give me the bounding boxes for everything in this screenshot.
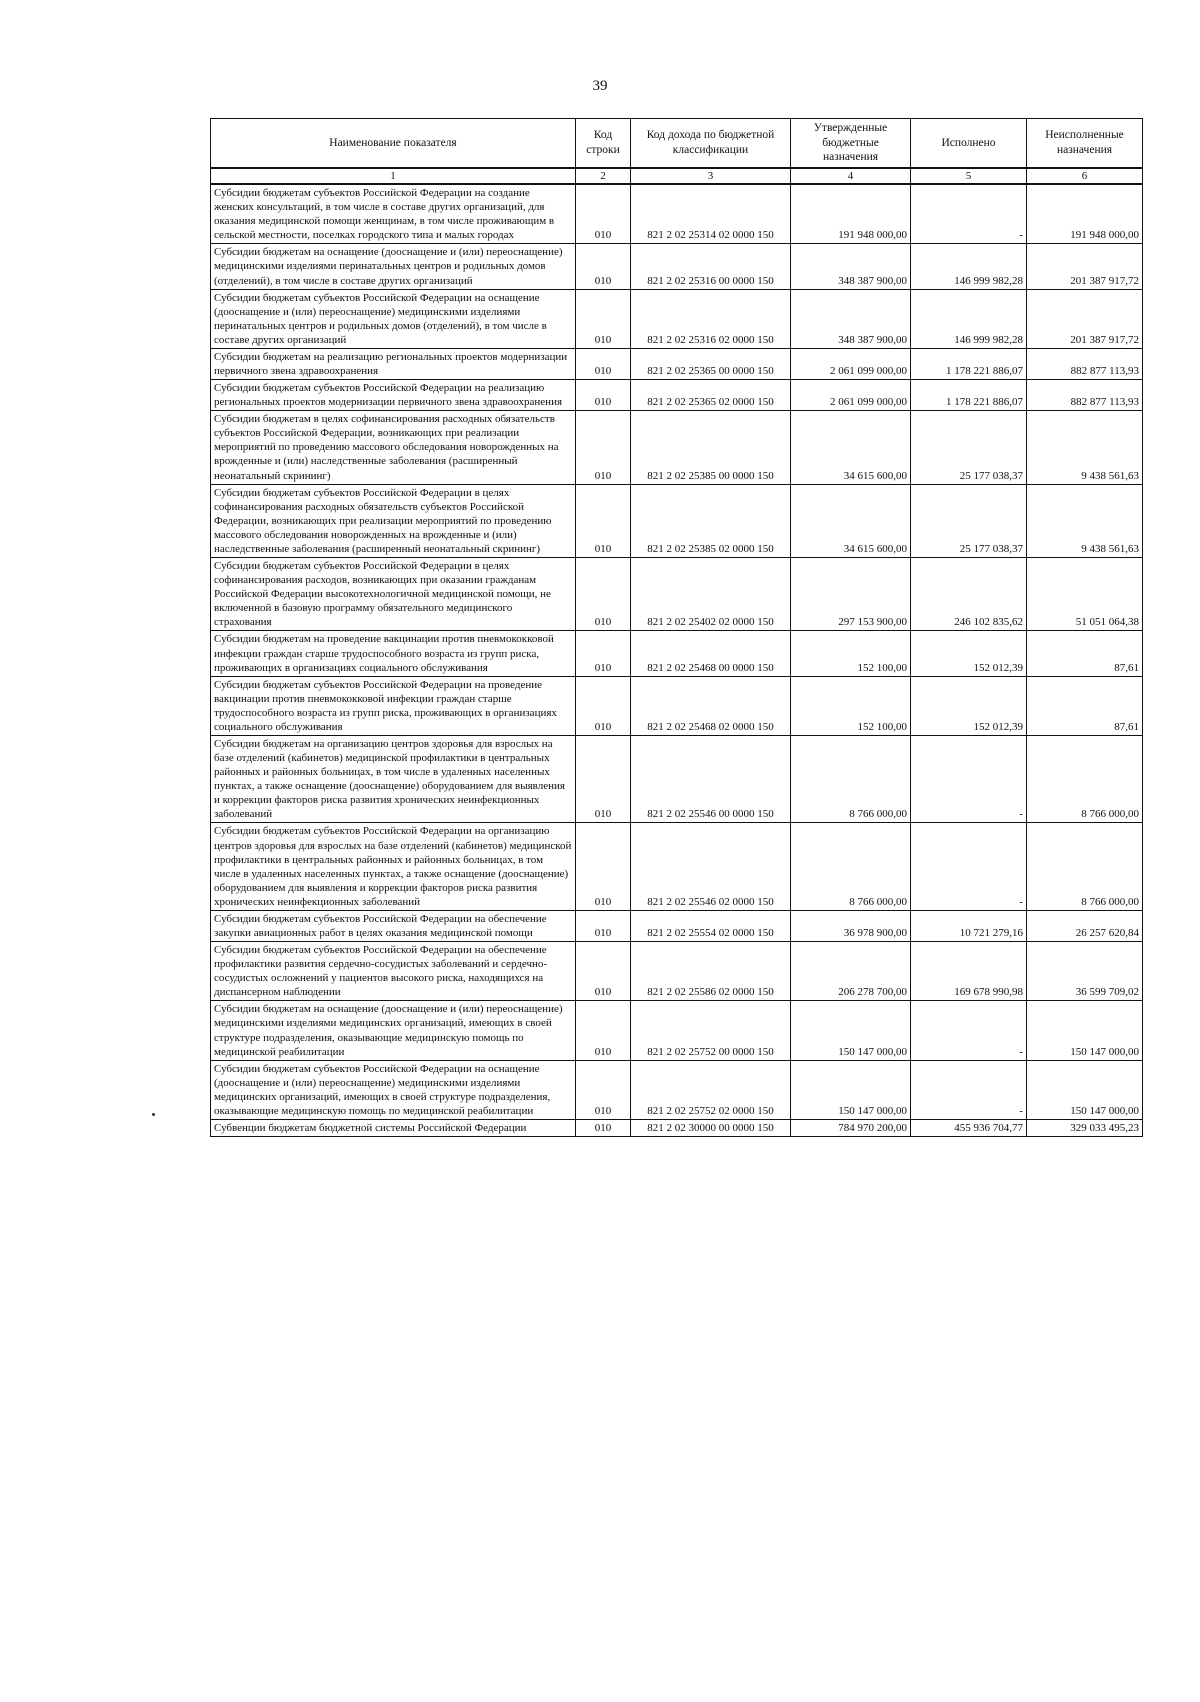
table-row xyxy=(211,289,1143,348)
row-approved: 297 153 900,00 xyxy=(791,558,911,631)
row-name: Субсидии бюджетам на оснащение (дооснащение и (или) переоснащение) медицинскими изделиями медицинских организаций, имеющих в своей структуре подразделения, оказывающие медицинскую помощь по медицинской реабилитации xyxy=(211,1001,576,1060)
row-unexecuted: 882 877 113,93 xyxy=(1027,348,1143,379)
table-header-row xyxy=(211,119,1143,169)
row-unexecuted: 26 257 620,84 xyxy=(1027,910,1143,941)
row-name: Субсидии бюджетам субъектов Российской Федерации на организацию центров здоровья для взрослых на базе отделений (кабинетов) медицинской профилактики в центральных районных и районных больницах, в том числе в удаленных населенных пунктах, а также оснащение (дооснащение) оборудованием для выявления и коррекции факторов риска развития хронических неинфекционных заболеваний xyxy=(211,823,576,910)
row-name: Субсидии бюджетам субъектов Российской Федерации на реализацию региональных проектов модернизации первичного звена здравоохранения xyxy=(211,380,576,411)
row-approved: 8 766 000,00 xyxy=(791,735,911,822)
table-row xyxy=(211,676,1143,735)
row-unexecuted: 8 766 000,00 xyxy=(1027,735,1143,822)
row-income-code: 821 2 02 25468 02 0000 150 xyxy=(631,676,791,735)
table-row xyxy=(211,1060,1143,1119)
row-income-code: 821 2 02 25385 02 0000 150 xyxy=(631,484,791,557)
table-row xyxy=(211,1001,1143,1060)
row-approved: 36 978 900,00 xyxy=(791,910,911,941)
row-approved: 34 615 600,00 xyxy=(791,411,911,484)
row-approved: 8 766 000,00 xyxy=(791,823,911,910)
row-executed: 169 678 990,98 xyxy=(911,942,1027,1001)
row-line-code: 010 xyxy=(576,380,631,411)
row-unexecuted: 9 438 561,63 xyxy=(1027,411,1143,484)
row-executed: 152 012,39 xyxy=(911,676,1027,735)
row-name: Субсидии бюджетам субъектов Российской Федерации в целях софинансирования расходных обязательств субъектов Российской Федерации, возникающих при реализации мероприятий по проведению массового обследования новорожденных на врожденные и (или) наследственные заболевания (расширенный неонатальный скрининг) xyxy=(211,484,576,557)
header-line-code: Код строки xyxy=(576,119,631,169)
row-unexecuted: 882 877 113,93 xyxy=(1027,380,1143,411)
row-income-code: 821 2 02 25752 02 0000 150 xyxy=(631,1060,791,1119)
row-unexecuted: 150 147 000,00 xyxy=(1027,1060,1143,1119)
row-executed: 146 999 982,28 xyxy=(911,244,1027,289)
row-unexecuted: 9 438 561,63 xyxy=(1027,484,1143,557)
row-income-code: 821 2 02 25314 02 0000 150 xyxy=(631,184,791,244)
row-income-code: 821 2 02 25554 02 0000 150 xyxy=(631,910,791,941)
table-row xyxy=(211,823,1143,910)
row-name: Субсидии бюджетам субъектов Российской Федерации на обеспечение профилактики развития сердечно-сосудистых заболеваний и сердечно-сосудистых осложнений у пациентов высокого риска, находящихся на диспансерном наблюдении xyxy=(211,942,576,1001)
scan-dot xyxy=(152,1113,155,1116)
table-row xyxy=(211,244,1143,289)
header-unexecuted: Неисполненные назначения xyxy=(1027,119,1143,169)
budget-execution-table xyxy=(210,118,1143,1137)
row-unexecuted: 51 051 064,38 xyxy=(1027,558,1143,631)
row-executed: - xyxy=(911,1060,1027,1119)
row-executed: 152 012,39 xyxy=(911,631,1027,676)
column-number: 2 xyxy=(576,168,631,184)
header-approved: Утвержденные бюджетные назначения xyxy=(791,119,911,169)
row-approved: 784 970 200,00 xyxy=(791,1120,911,1137)
row-unexecuted: 87,61 xyxy=(1027,631,1143,676)
row-approved: 191 948 000,00 xyxy=(791,184,911,244)
column-number-row xyxy=(211,168,1143,184)
row-income-code: 821 2 02 25365 02 0000 150 xyxy=(631,380,791,411)
row-line-code: 010 xyxy=(576,244,631,289)
row-executed: 246 102 835,62 xyxy=(911,558,1027,631)
row-unexecuted: 87,61 xyxy=(1027,676,1143,735)
row-executed: 1 178 221 886,07 xyxy=(911,380,1027,411)
row-line-code: 010 xyxy=(576,411,631,484)
table-row xyxy=(211,184,1143,244)
row-line-code: 010 xyxy=(576,1120,631,1137)
table-row xyxy=(211,411,1143,484)
row-unexecuted: 36 599 709,02 xyxy=(1027,942,1143,1001)
row-executed: 455 936 704,77 xyxy=(911,1120,1027,1137)
table-row xyxy=(211,910,1143,941)
row-approved: 2 061 099 000,00 xyxy=(791,380,911,411)
column-number: 1 xyxy=(211,168,576,184)
row-approved: 2 061 099 000,00 xyxy=(791,348,911,379)
row-unexecuted: 201 387 917,72 xyxy=(1027,244,1143,289)
row-line-code: 010 xyxy=(576,676,631,735)
row-executed: 25 177 038,37 xyxy=(911,411,1027,484)
row-name: Субсидии бюджетам субъектов Российской Федерации на оснащение (дооснащение и (или) переоснащение) медицинскими изделиями перинатальных центров и родильных домов (отделений), в том числе в составе других организаций xyxy=(211,289,576,348)
row-income-code: 821 2 02 25365 00 0000 150 xyxy=(631,348,791,379)
table-row xyxy=(211,348,1143,379)
row-executed: 25 177 038,37 xyxy=(911,484,1027,557)
row-unexecuted: 329 033 495,23 xyxy=(1027,1120,1143,1137)
row-line-code: 010 xyxy=(576,289,631,348)
row-line-code: 010 xyxy=(576,910,631,941)
column-number: 6 xyxy=(1027,168,1143,184)
column-number: 4 xyxy=(791,168,911,184)
row-income-code: 821 2 02 25402 02 0000 150 xyxy=(631,558,791,631)
row-name: Субсидии бюджетам на организацию центров здоровья для взрослых на базе отделений (кабинетов) медицинской профилактики в центральных районных и районных больницах, в том числе в удаленных населенных пунктах, а также оснащение (дооснащение) оборудованием для выявления и коррекции факторов риска развития хронических неинфекционных заболеваний xyxy=(211,735,576,822)
row-line-code: 010 xyxy=(576,631,631,676)
row-line-code: 010 xyxy=(576,942,631,1001)
row-name: Субсидии бюджетам субъектов Российской Федерации в целях софинансирования расходов, возникающих при оказании гражданам Российской Федерации высокотехнологичной медицинской помощи, не включенной в базовую программу обязательного медицинского страхования xyxy=(211,558,576,631)
row-unexecuted: 150 147 000,00 xyxy=(1027,1001,1143,1060)
row-line-code: 010 xyxy=(576,184,631,244)
row-approved: 348 387 900,00 xyxy=(791,244,911,289)
page-number: 39 xyxy=(592,78,608,94)
row-income-code: 821 2 02 25546 02 0000 150 xyxy=(631,823,791,910)
table-row xyxy=(211,380,1143,411)
row-income-code: 821 2 02 25316 00 0000 150 xyxy=(631,244,791,289)
row-income-code: 821 2 02 25316 02 0000 150 xyxy=(631,289,791,348)
row-income-code: 821 2 02 25546 00 0000 150 xyxy=(631,735,791,822)
row-approved: 34 615 600,00 xyxy=(791,484,911,557)
table-row xyxy=(211,631,1143,676)
row-unexecuted: 201 387 917,72 xyxy=(1027,289,1143,348)
row-income-code: 821 2 02 25752 00 0000 150 xyxy=(631,1001,791,1060)
row-line-code: 010 xyxy=(576,1060,631,1119)
row-name: Субсидии бюджетам субъектов Российской Федерации на создание женских консультаций, в том числе в составе других организаций, для оказания медицинской помощи женщинам, в том числе проживающим в сельской местности, поселках городского типа и малых городах xyxy=(211,184,576,244)
row-income-code: 821 2 02 25468 00 0000 150 xyxy=(631,631,791,676)
row-line-code: 010 xyxy=(576,348,631,379)
column-number: 3 xyxy=(631,168,791,184)
row-name: Субсидии бюджетам субъектов Российской Федерации на обеспечение закупки авиационных работ в целях оказания медицинской помощи xyxy=(211,910,576,941)
row-line-code: 010 xyxy=(576,823,631,910)
row-line-code: 010 xyxy=(576,735,631,822)
row-name: Субсидии бюджетам на реализацию региональных проектов модернизации первичного звена здравоохранения xyxy=(211,348,576,379)
row-executed: 1 178 221 886,07 xyxy=(911,348,1027,379)
row-line-code: 010 xyxy=(576,558,631,631)
table-row xyxy=(211,484,1143,557)
row-income-code: 821 2 02 30000 00 0000 150 xyxy=(631,1120,791,1137)
row-name: Субсидии бюджетам субъектов Российской Федерации на оснащение (дооснащение и (или) переоснащение) медицинскими изделиями медицинских организаций, имеющих в своей структуре подразделения, оказывающие медицинскую помощь по медицинской реабилитации xyxy=(211,1060,576,1119)
row-line-code: 010 xyxy=(576,484,631,557)
row-approved: 152 100,00 xyxy=(791,631,911,676)
row-executed: - xyxy=(911,823,1027,910)
row-name: Субвенции бюджетам бюджетной системы Российской Федерации xyxy=(211,1120,576,1137)
row-name: Субсидии бюджетам в целях софинансирования расходных обязательств субъектов Российской Федерации, возникающих при реализации мероприятий по проведению массового обследования новорожденных на врожденные и (или) наследственные заболевания (расширенный неонатальный скрининг) xyxy=(211,411,576,484)
row-approved: 150 147 000,00 xyxy=(791,1060,911,1119)
header-income-code: Код дохода по бюджетной классификации xyxy=(631,119,791,169)
row-executed: 10 721 279,16 xyxy=(911,910,1027,941)
row-income-code: 821 2 02 25385 00 0000 150 xyxy=(631,411,791,484)
table-row xyxy=(211,1120,1143,1137)
row-approved: 150 147 000,00 xyxy=(791,1001,911,1060)
row-executed: - xyxy=(911,184,1027,244)
table-row xyxy=(211,558,1143,631)
row-approved: 348 387 900,00 xyxy=(791,289,911,348)
row-approved: 206 278 700,00 xyxy=(791,942,911,1001)
row-unexecuted: 191 948 000,00 xyxy=(1027,184,1143,244)
table-row xyxy=(211,735,1143,822)
header-name: Наименование показателя xyxy=(211,119,576,169)
column-number: 5 xyxy=(911,168,1027,184)
header-executed: Исполнено xyxy=(911,119,1027,169)
row-approved: 152 100,00 xyxy=(791,676,911,735)
row-name: Субсидии бюджетам на проведение вакцинации против пневмококковой инфекции граждан старше трудоспособного возраста из групп риска, проживающих в организациях социального обслуживания xyxy=(211,631,576,676)
row-line-code: 010 xyxy=(576,1001,631,1060)
row-unexecuted: 8 766 000,00 xyxy=(1027,823,1143,910)
row-income-code: 821 2 02 25586 02 0000 150 xyxy=(631,942,791,1001)
row-name: Субсидии бюджетам на оснащение (дооснащение и (или) переоснащение) медицинскими изделиями перинатальных центров и родильных домов (отделений), в том числе в составе других организаций xyxy=(211,244,576,289)
table-row xyxy=(211,942,1143,1001)
row-executed: - xyxy=(911,735,1027,822)
row-name: Субсидии бюджетам субъектов Российской Федерации на проведение вакцинации против пневмококковой инфекции граждан старше трудоспособного возраста из групп риска, проживающих в организациях социального обслуживания xyxy=(211,676,576,735)
row-executed: - xyxy=(911,1001,1027,1060)
row-executed: 146 999 982,28 xyxy=(911,289,1027,348)
